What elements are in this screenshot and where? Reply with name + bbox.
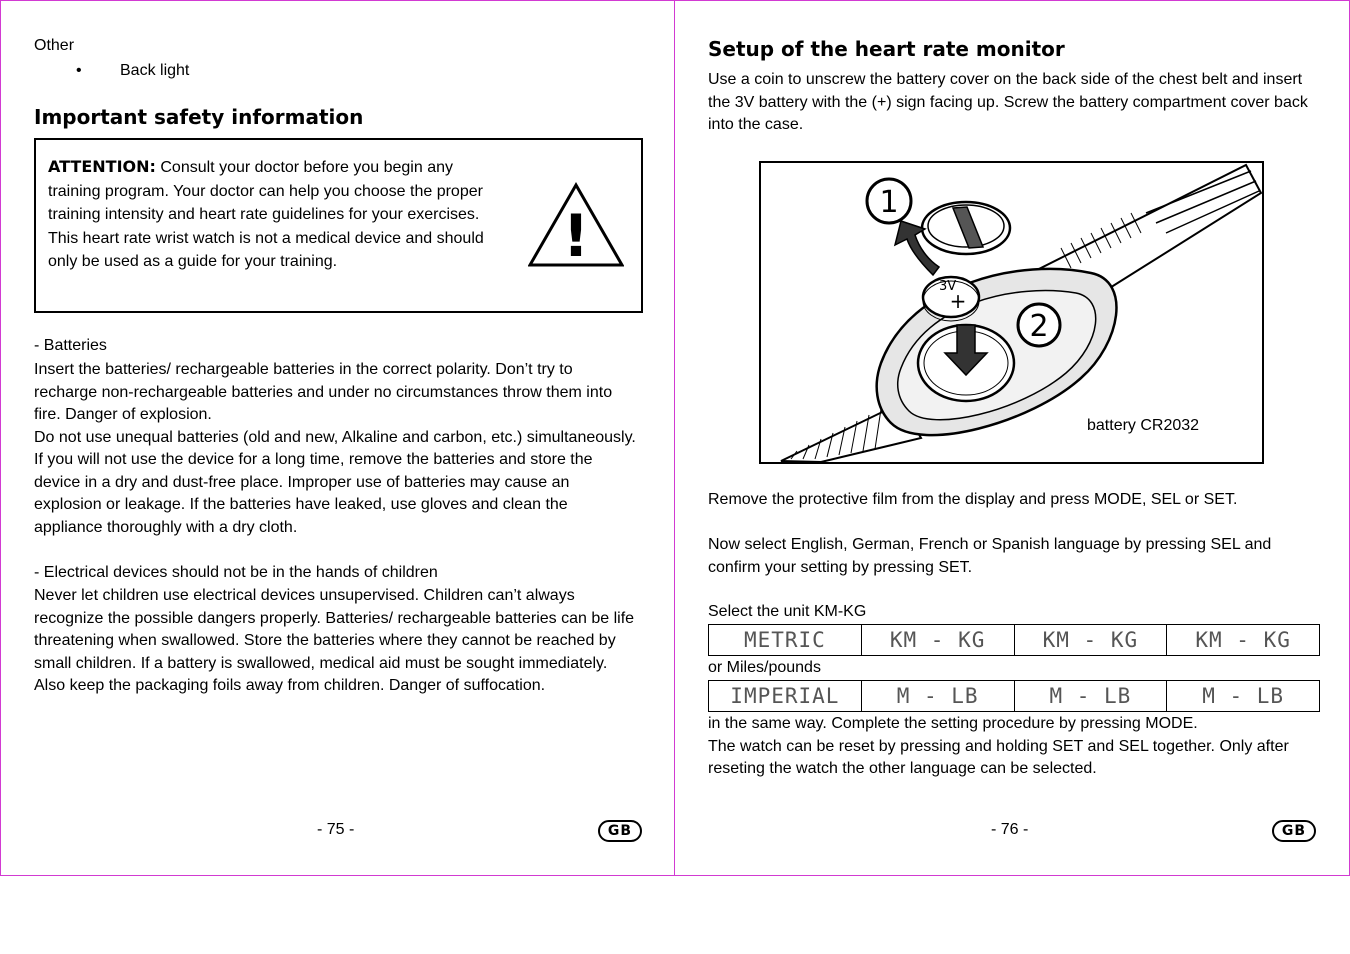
- attention-body: Consult your doctor before you begin any training program. Your doctor can help you choose the proper training intensity and heart rate guidelines for your exercises.: [48, 159, 483, 223]
- film-text: Remove the protective film from the display and press MODE, SEL or SET.: [708, 491, 1238, 508]
- lcd-cell: M - LB: [1014, 681, 1167, 712]
- language-text: Now select English, German, French or Spanish language by pressing SEL and confirm your setting by pressing SET.: [708, 536, 1272, 576]
- children-text-2: Also keep the packaging foils away from children. Danger of suffocation.: [34, 677, 546, 694]
- page-number-left: - 75 -: [317, 821, 355, 838]
- battery-voltage-label: 3V: [939, 279, 957, 294]
- children-text-1: Never let children use electrical devices unsupervised. Children can’t always recognize the possible dangers properly. Batteries/ rechargeable batteries can be life threatening when swallowed. Store the batteries where they cannot be reached by small children. If a battery is swallowed, medical aid must be sought immediately.: [34, 587, 635, 672]
- unit-label: Select the unit KM-KG: [708, 603, 867, 620]
- battery-plus-sign: +: [949, 289, 967, 313]
- lcd-cell: M - LB: [1167, 681, 1320, 712]
- lcd-cell: M - LB: [861, 681, 1014, 712]
- or-label: or Miles/pounds: [708, 659, 821, 676]
- gb-badge-left: GB: [598, 820, 642, 842]
- reset-text: The watch can be reset by pressing and holding SET and SEL together. Only after reseting the watch the other language can be selected.: [708, 737, 1289, 777]
- battery-label: battery CR2032: [1087, 417, 1200, 434]
- safety-heading: Important safety information: [34, 105, 364, 129]
- left-page: [0, 0, 675, 876]
- lcd-cell: KM - KG: [861, 625, 1014, 656]
- batteries-text-2: Do not use unequal batteries (old and new, Alkaline and carbon, etc.) simultaneously. If you will not use the device for a long time, remove the batteries and store the device in a dry and dust-free place. Improper use of batteries may cause an explosion or leakage. If the batteries have leaked, use gloves and clean the appliance thoroughly with a dry cloth.: [34, 428, 636, 536]
- batteries-text-1: Insert the batteries/ rechargeable batteries in the correct polarity. Don’t try to recharge non-rechargeable batteries and under no circumstances throw them into fire. Danger of explosion.: [34, 361, 613, 423]
- children-title: - Electrical devices should not be in the hands of children: [34, 564, 438, 581]
- other-label: Other: [34, 37, 75, 54]
- gb-badge-right: GB: [1272, 820, 1316, 842]
- lcd-cell: IMPERIAL: [709, 681, 862, 712]
- bullet-dot: •: [76, 62, 82, 79]
- setup-heading: Setup of the heart rate monitor: [708, 37, 1065, 61]
- warning-triangle-icon: [528, 182, 624, 268]
- batteries-text: [34, 359, 640, 539]
- step-1-marker: 1: [879, 185, 899, 220]
- bullet-item-backlight: Back light: [120, 62, 190, 79]
- lcd-cell: KM - KG: [1014, 625, 1167, 656]
- metric-row: [709, 625, 1320, 656]
- setup-text: Use a coin to unscrew the battery cover on the back side of the chest belt and insert the 3V battery with the (+) sign facing up. Screw the battery compartment cover back into the case.: [708, 71, 1308, 133]
- imperial-row: [709, 681, 1320, 712]
- battery-figure: [759, 161, 1264, 464]
- complete-text-1: in the same way. Complete the setting procedure by pressing MODE.: [708, 715, 1198, 732]
- attention-label: ATTENTION:: [48, 157, 156, 176]
- batteries-title: - Batteries: [34, 337, 107, 354]
- lcd-cell: KM - KG: [1167, 625, 1320, 656]
- imperial-display-table: [708, 680, 1320, 712]
- children-text: [34, 585, 640, 698]
- attention-body-2: This heart rate wrist watch is not a medical device and should only be used as a guide for your training.: [48, 229, 484, 270]
- metric-display-table: [708, 624, 1320, 656]
- attention-text: [48, 155, 503, 274]
- right-page: [674, 0, 1350, 876]
- warning-mark: !: [562, 202, 590, 268]
- lcd-cell: METRIC: [709, 625, 862, 656]
- page-number-right: - 76 -: [991, 821, 1029, 838]
- attention-box: [34, 138, 643, 313]
- step-2-marker: 2: [1029, 309, 1049, 344]
- complete-text: [708, 713, 1320, 781]
